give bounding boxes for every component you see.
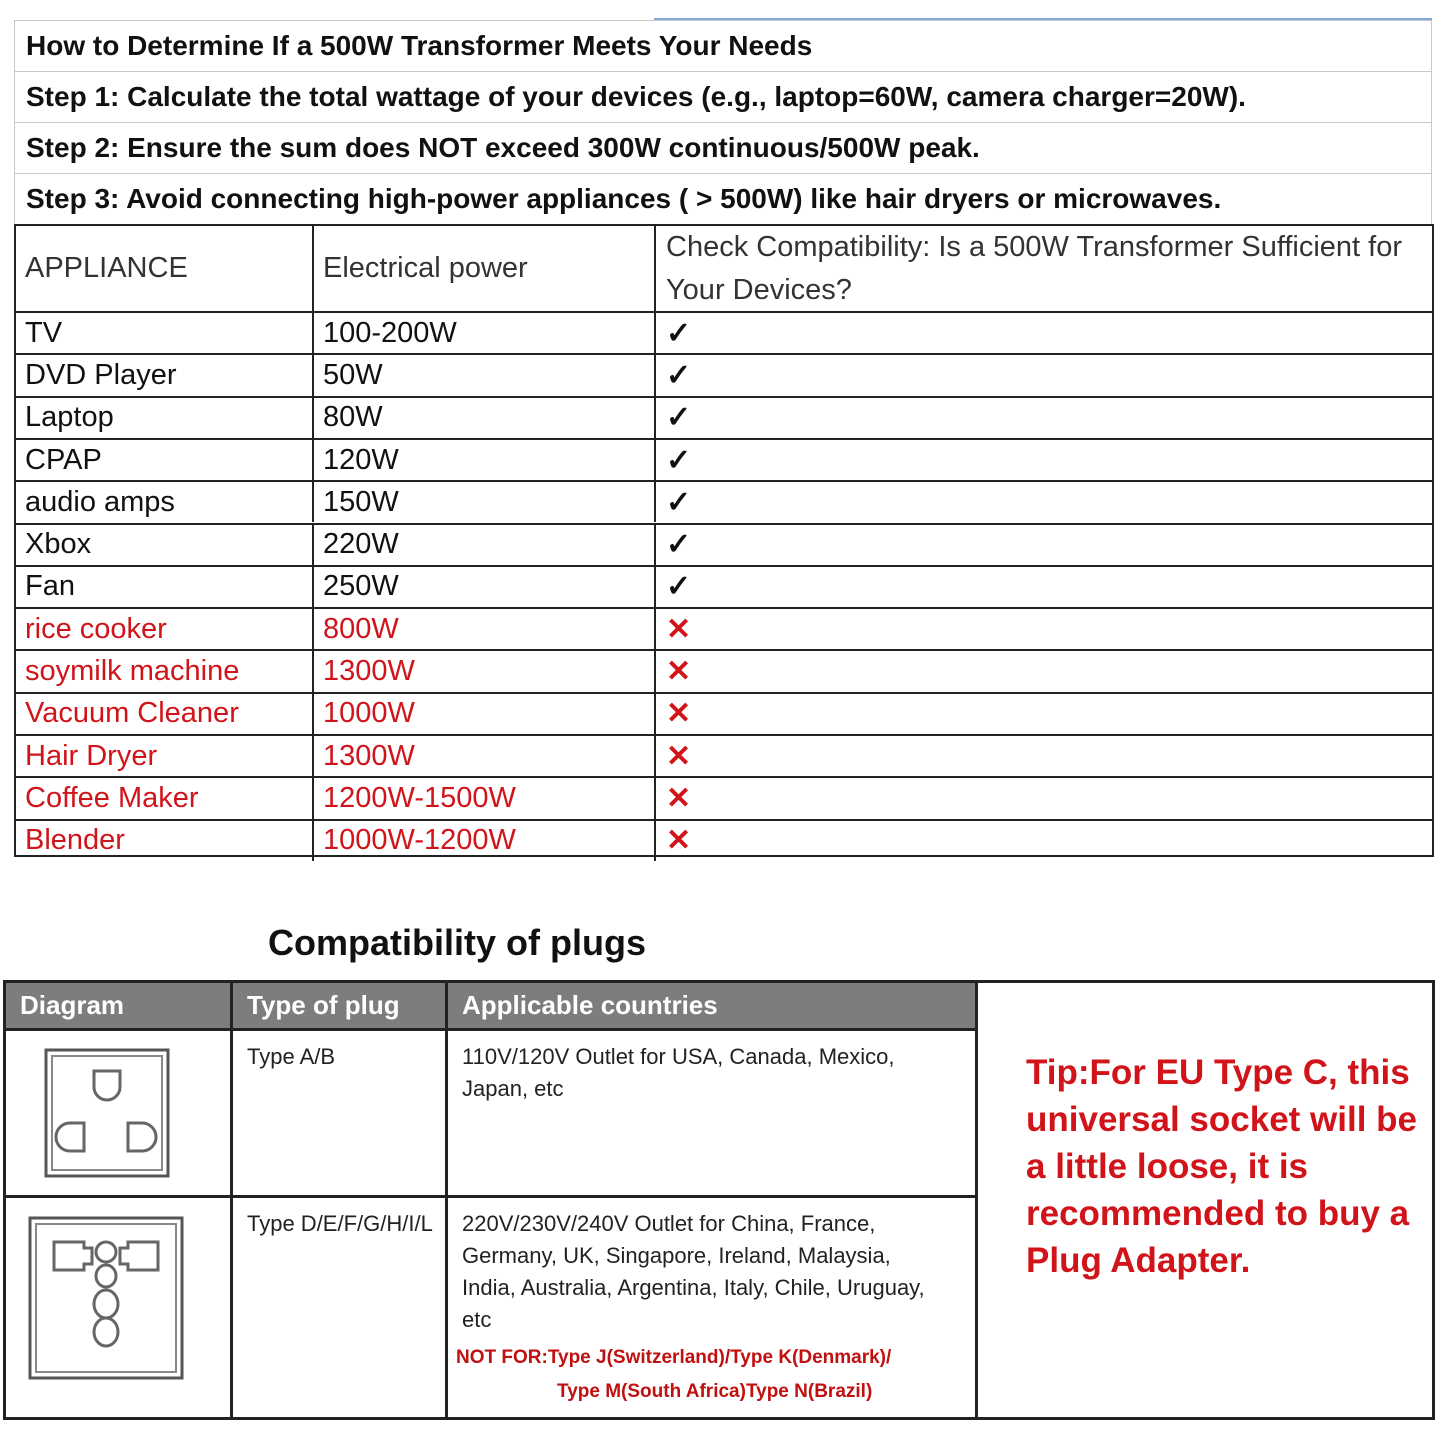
- header-diagram: Diagram: [20, 990, 125, 1020]
- appliance-name: Xbox: [25, 528, 92, 561]
- check-mark-icon: ✓: [654, 355, 1432, 395]
- header-appliance: APPLIANCE: [25, 252, 188, 284]
- check-mark-icon: ✓: [654, 313, 1432, 353]
- cross-mark-icon: ✕: [654, 821, 1432, 861]
- check-mark-icon: ✓: [654, 525, 1432, 565]
- appliance-name: audio amps: [25, 485, 175, 518]
- not-for-line-2: Type M(South Africa)Type N(Brazil): [557, 1381, 873, 1402]
- appliance-grid: [14, 224, 1434, 857]
- cross-mark-icon: ✕: [654, 736, 1432, 776]
- table-row: [16, 523, 1432, 565]
- check-mark-icon: ✓: [654, 482, 1432, 522]
- cross-mark-icon: ✕: [654, 778, 1432, 818]
- appliance-power: 1000W-1200W: [312, 821, 654, 861]
- step-1: Step 1: Calculate the total wattage of your devices (e.g., laptop=60W, camera charger=20W).: [14, 71, 1432, 122]
- tip-box: [978, 980, 1435, 1420]
- plug-type: Type D/E/F/G/H/I/L: [247, 1211, 433, 1236]
- table-row: [16, 396, 1432, 438]
- table-row: [16, 311, 1432, 353]
- appliance-power: 1000W: [312, 694, 654, 734]
- appliance-name: CPAP: [25, 443, 102, 476]
- plug-countries: 110V/120V Outlet for USA, Canada, Mexico, Japan, etc: [462, 1044, 895, 1101]
- table-row: [16, 607, 1432, 649]
- appliance-power: 1200W-1500W: [312, 778, 654, 818]
- appliance-name: Vacuum Cleaner: [25, 697, 239, 730]
- outlet-type-ab-icon: [6, 1031, 230, 1195]
- diagram-cell: [6, 1031, 230, 1195]
- plug-countries-cell: [445, 1198, 975, 1417]
- table-row: [16, 480, 1432, 522]
- appliance-power: 50W: [312, 355, 654, 395]
- table-row: [16, 776, 1432, 818]
- universal-outlet-icon: [6, 1198, 230, 1417]
- diagram-cell: [6, 1198, 230, 1417]
- header-compatibility: Check Compatibility: Is a 500W Transformer Sufficient for Your Devices?: [654, 226, 1432, 311]
- table-row: [16, 438, 1432, 480]
- cross-mark-icon: ✕: [654, 694, 1432, 734]
- check-mark-icon: ✓: [654, 567, 1432, 607]
- appliance-name: DVD Player: [25, 358, 177, 391]
- plug-header-row: [6, 983, 975, 1031]
- appliance-power: 80W: [312, 398, 654, 438]
- appliance-power: 120W: [312, 440, 654, 480]
- appliance-name: Blender: [25, 824, 125, 857]
- appliance-power: 1300W: [312, 651, 654, 691]
- appliance-name: soymilk machine: [25, 655, 240, 688]
- table-row: [16, 649, 1432, 691]
- plug-row: [6, 1198, 975, 1417]
- appliance-name: Hair Dryer: [25, 739, 158, 772]
- appliance-header-row: [16, 226, 1432, 311]
- plug-row: [6, 1031, 975, 1198]
- table-row: [16, 692, 1432, 734]
- appliance-name: TV: [25, 316, 63, 349]
- appliance-name: Fan: [25, 570, 75, 603]
- appliance-power: 800W: [312, 609, 654, 649]
- tip-text: Tip:For EU Type C, this universal socket will be a little loose, it is recommended to buy a Plug Adapter.: [1026, 1053, 1417, 1280]
- table-title: How to Determine If a 500W Transformer Meets Your Needs: [14, 20, 1432, 71]
- header-countries: Applicable countries: [445, 983, 975, 1028]
- plug-countries: 220V/230V/240V Outlet for China, France, Germany, UK, Singapore, Ireland, Malaysia, India, Australia, Argentina, Italy, Chile, Uruguay, etc: [462, 1211, 925, 1332]
- plug-type: Type A/B: [247, 1044, 336, 1069]
- appliance-power: 100-200W: [312, 313, 654, 353]
- appliance-name: Laptop: [25, 401, 114, 434]
- appliance-name: Coffee Maker: [25, 781, 199, 814]
- table-row: [16, 819, 1432, 861]
- check-mark-icon: ✓: [654, 398, 1432, 438]
- plugs-title: Compatibility of plugs: [268, 922, 646, 963]
- step-3: Step 3: Avoid connecting high-power appliances ( > 500W) like hair dryers or microwaves.: [14, 173, 1432, 224]
- appliance-power: 1300W: [312, 736, 654, 776]
- not-for-line-1: NOT FOR:Type J(Switzerland)/Type K(Denmark)/: [456, 1347, 892, 1368]
- cross-mark-icon: ✕: [654, 651, 1432, 691]
- appliance-power: 250W: [312, 567, 654, 607]
- header-type: Type of plug: [230, 983, 445, 1028]
- check-mark-icon: ✓: [654, 440, 1432, 480]
- step-2: Step 2: Ensure the sum does NOT exceed 300W continuous/500W peak.: [14, 122, 1432, 173]
- transformer-table: [14, 20, 1434, 857]
- table-row: [16, 734, 1432, 776]
- cross-mark-icon: ✕: [654, 609, 1432, 649]
- appliance-power: 150W: [312, 482, 654, 522]
- header-power: Electrical power: [312, 226, 654, 311]
- table-row: [16, 353, 1432, 395]
- appliance-power: 220W: [312, 525, 654, 565]
- plug-table: [3, 980, 978, 1420]
- table-row: [16, 565, 1432, 607]
- appliance-name: rice cooker: [25, 612, 167, 645]
